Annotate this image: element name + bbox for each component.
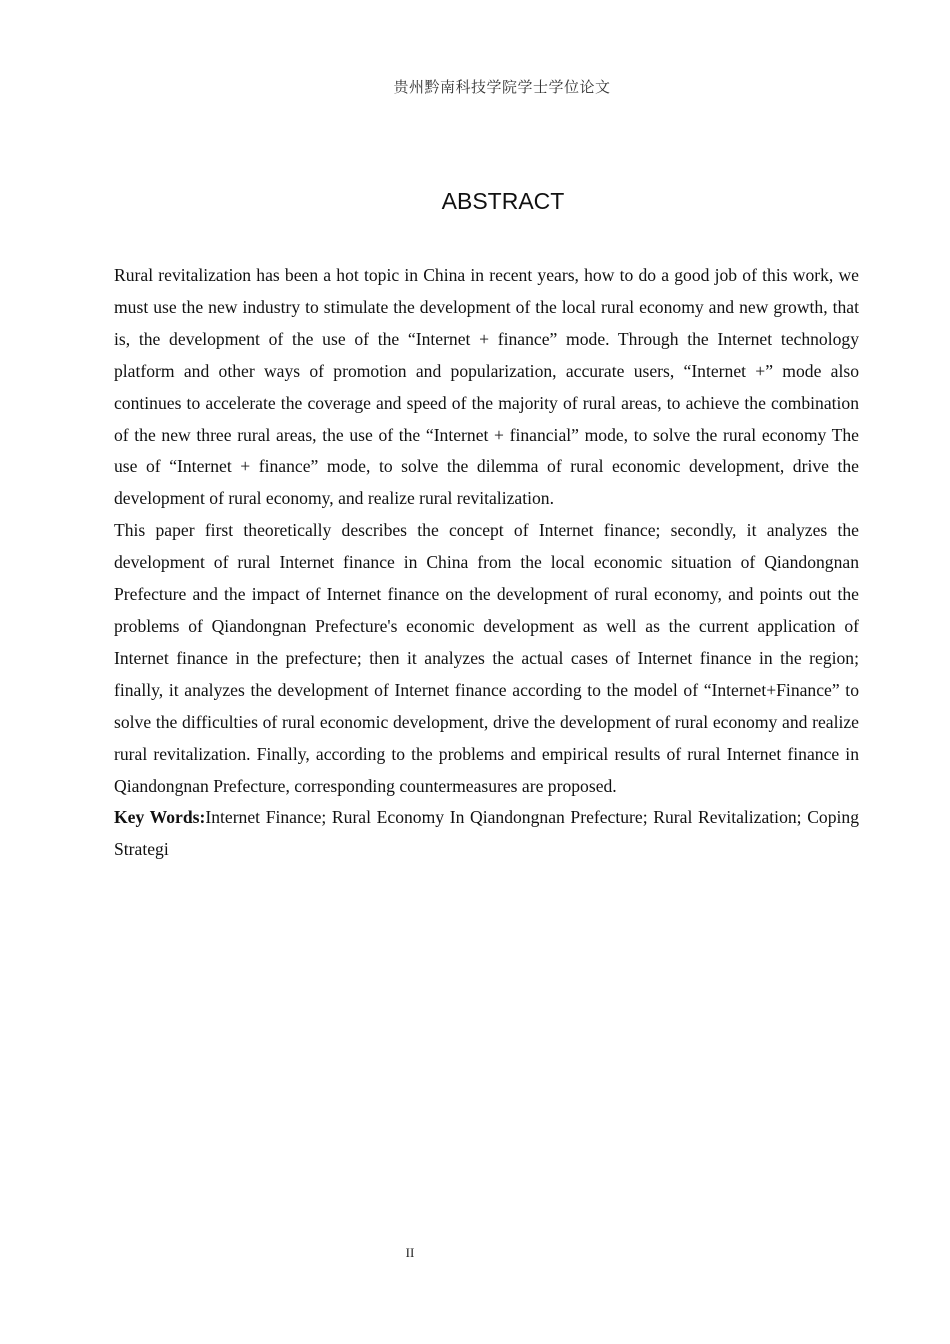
- abstract-paragraph-2: This paper first theoretically describes the concept of Internet finance; secondly, it analyzes the development of rural Internet finance in China from the local economic situation of Qiandongnan Prefecture and the impact of Internet finance on the development of rural economy, and points out the problems of Qiandongnan Prefecture's economic development as well as the current application of Internet finance in the prefecture; then it analyzes the actual cases of Internet finance in the region; finally, it analyzes the development of Internet finance according to the model of “Internet+Finance” to solve the difficulties of rural economic development, drive the development of rural economy and realize rural revitalization. Finally, according to the problems and empirical results of rural Internet finance in Qiandongnan Prefecture, corresponding countermeasures are proposed.: [114, 520, 859, 796]
- abstract-title: ABSTRACT: [441, 188, 565, 214]
- abstract-paragraph-1: Rural revitalization has been a hot topic in China in recent years, how to do a good job of this work, we must use the new industry to stimulate the development of the local rural economy and new growth, that is, the development of the use of the “Internet + finance” mode. Through the Internet technology platform and other ways of promotion and popularization, accurate users, “Internet +” mode also continues to accelerate the coverage and speed of the majority of rural areas, to achieve the combination of the new three rural areas, the use of the “Internet + financial” mode, to solve the rural economy The use of “Internet + finance” mode, to solve the dilemma of rural economic development, drive the development of rural economy, and realize rural revitalization.: [114, 265, 859, 509]
- keywords-label: Key Words:: [114, 807, 206, 828]
- keywords: [114, 802, 859, 866]
- page-header: 贵州黔南科技学院学士学位论文: [393, 78, 611, 96]
- keywords-text: Internet Finance; Rural Economy In Qiandongnan Prefecture; Rural Revitalization; Coping Strategi: [114, 807, 860, 860]
- abstract-body: [114, 260, 859, 866]
- page-number: II: [405, 1245, 415, 1260]
